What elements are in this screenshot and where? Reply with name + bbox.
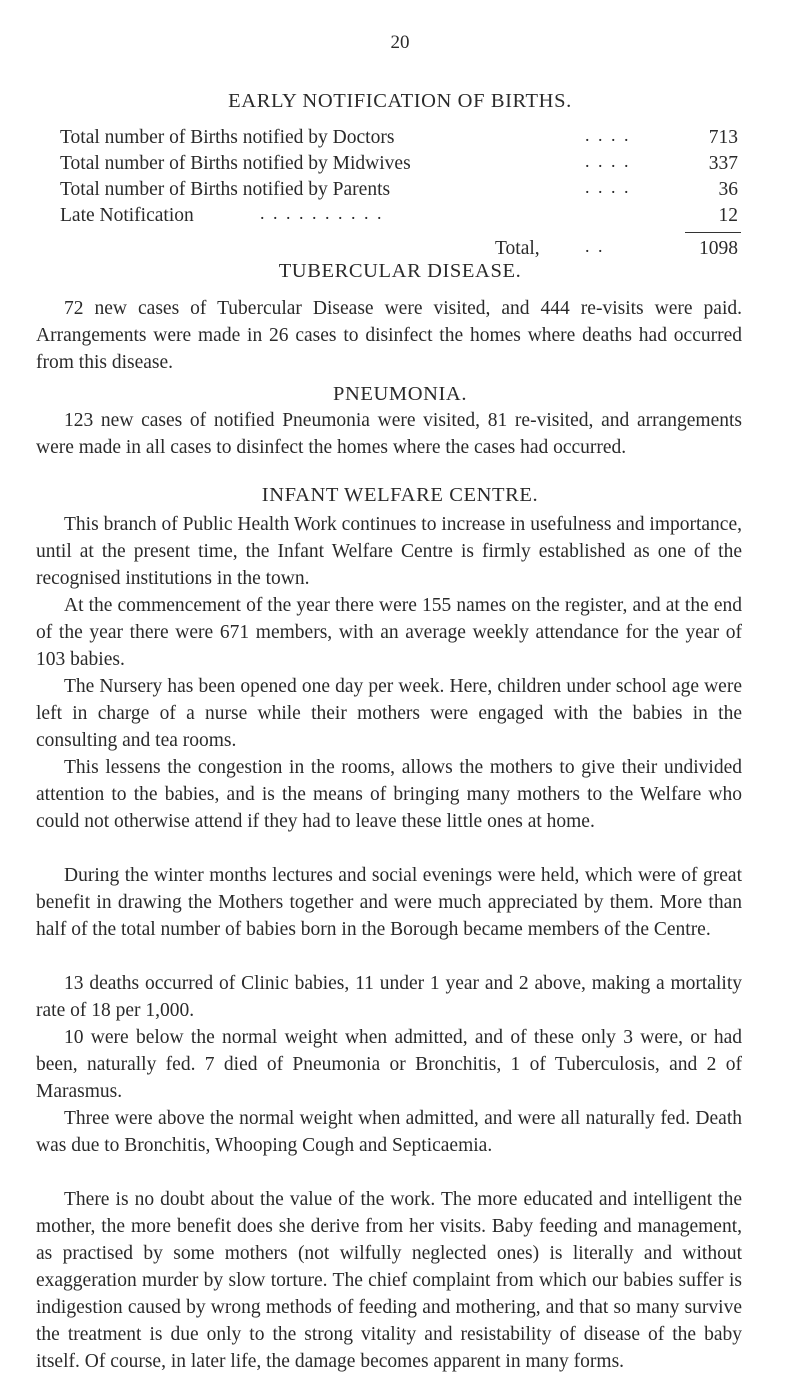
births-heading: EARLY NOTIFICATION OF BIRTHS.	[228, 90, 572, 112]
infant-paragraph-6: 13 deaths occurred of Clinic babies, 11 under 1 year and 2 above, making a mortality rate of 18 per 1,000.	[36, 973, 742, 1021]
infant-paragraph-1: This branch of Public Health Work continues to increase in usefulness and importance, until at the present time, the Infant Welfare Centre is firmly established as one of the recognised institutions in the town.	[36, 514, 742, 589]
infant-paragraph-2: At the commencement of the year there were 155 names on the register, and at the end of the year there were 671 members, with an average weekly attendance for the year of 103 babies.	[36, 595, 742, 670]
row-value: 36	[718, 179, 738, 200]
row-leader: . .	[585, 236, 605, 256]
row-label: Late Notification	[60, 205, 194, 226]
infant-paragraph-5: During the winter months lectures and social evenings were held, which were of great benefit in drawing the Mothers together and were much appreciated by them. More than half of the total number of babies born in the Borough became members of the Centre.	[36, 865, 742, 940]
infant-paragraph-4: This lessens the congestion in the rooms, allows the mothers to give their undivided attention to the babies, and is the means of bringing many mothers to the Welfare who could not otherwise attend if they had to leave these little ones at home.	[36, 757, 742, 832]
row-value: 337	[708, 153, 738, 174]
total-label: Total,	[495, 238, 540, 259]
births-row-doctors	[60, 127, 738, 153]
tubercular-paragraph: 72 new cases of Tubercular Disease were visited, and 444 re-visits were paid. Arrangements were made in 26 cases to disinfect the homes where deaths had occurred from this disease.	[36, 298, 742, 373]
pneumonia-paragraph: 123 new cases of notified Pneumonia were visited, 81 re-visited, and arrangements were made in all cases to disinfect the homes where the cases had occurred.	[36, 410, 742, 458]
row-value: 12	[718, 205, 738, 226]
row-leader: . . . .	[585, 125, 631, 145]
infant-paragraph-3: The Nursery has been opened one day per week. Here, children under school age were left in charge of a nurse while their mothers were engaged with the babies in the consulting and tea rooms.	[36, 676, 742, 751]
total-value: 1098	[699, 238, 738, 259]
infant-paragraph-8: Three were above the normal weight when admitted, and were all naturally fed. Death was due to Bronchitis, Whooping Cough and Septicaemia.	[36, 1108, 742, 1156]
births-row-late	[60, 205, 738, 231]
row-leader: . . . . . . . . . .	[260, 203, 384, 223]
row-label: Total number of Births notified by Parents	[60, 179, 391, 200]
row-leader: . . . .	[585, 177, 631, 197]
total-rule	[685, 232, 741, 233]
births-row-parents	[60, 179, 738, 205]
infant-paragraph-9: There is no doubt about the value of the work. The more educated and intelligent the mother, the more benefit does she derive from her visits. Baby feeding and management, as practised by some mothers (not wilfully neglected ones) is literally and without exaggeration murder by slow torture. The chief complaint from which our babies suffer is indigestion caused by wrong methods of feeding and mothering, and that so many survive the treatment is due only to the strong vitality and resistability of disease of the baby itself. Of course, in later life, the damage becomes apparent in many forms.	[36, 1189, 742, 1372]
births-row-midwives	[60, 153, 738, 179]
infant-welfare-heading: INFANT WELFARE CENTRE.	[261, 484, 539, 506]
row-label: Total number of Births notified by Doctors	[60, 127, 395, 148]
row-value: 713	[708, 127, 738, 148]
infant-paragraph-7: 10 were below the normal weight when admitted, and of these only 3 were, or had been, naturally fed. 7 died of Pneumonia or Bronchitis, 1 of Tuberculosis, and 2 of Marasmus.	[36, 1027, 742, 1102]
row-leader: . . . .	[585, 151, 631, 171]
pneumonia-heading: PNEUMONIA.	[332, 383, 468, 405]
tubercular-heading: TUBERCULAR DISEASE.	[278, 260, 522, 282]
page-number: 20	[390, 32, 410, 53]
row-label: Total number of Births notified by Midwives	[60, 153, 411, 174]
